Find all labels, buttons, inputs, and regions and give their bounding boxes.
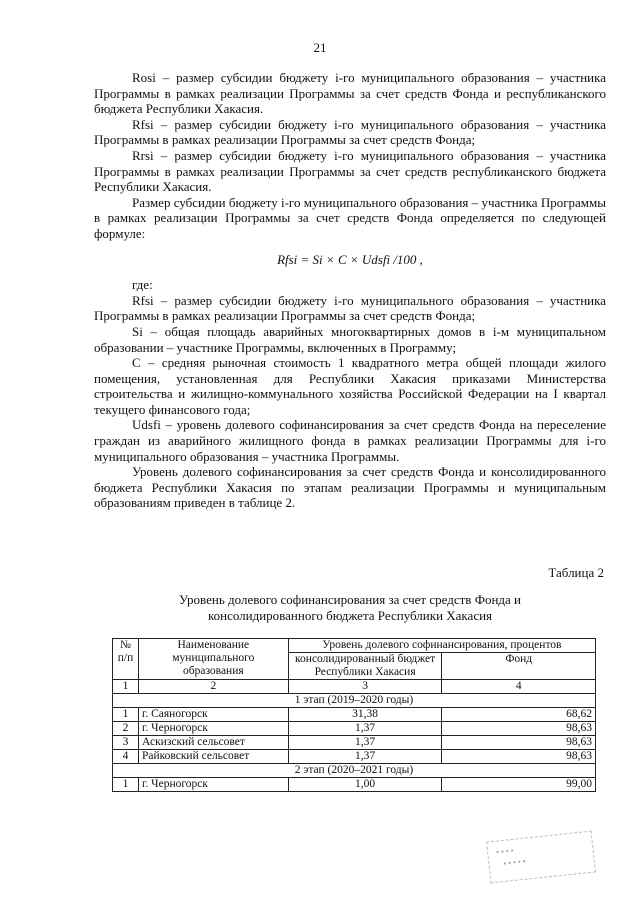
paragraph: Rfsi – размер субсидии бюджету i-го муниципального образования – участника Программы в рамках реализации Программы за счет средств Фонда; xyxy=(94,116,606,148)
index-cell: 2 xyxy=(138,680,288,694)
header-level: Уровень долевого софинансирования, процентов xyxy=(288,639,595,653)
paragraph: С – средняя рыночная стоимость 1 квадратного метра общей площади жилого помещения, установленная для Республики Хакасия приказами Министерства строительства и жилищно-коммунального хозяйства Российской Федерации на I квартал текущего финансового года; xyxy=(94,355,606,417)
header-row xyxy=(113,639,596,653)
stage-label: 1 этап (2019–2020 годы) xyxy=(113,694,596,708)
row-num: 1 xyxy=(113,708,139,722)
stamp-mark: ▪ ▪ ▪ ▪ ▪ ▪ ▪ ▪ ▪ xyxy=(486,831,596,884)
row-fund: 99,00 xyxy=(442,778,596,792)
stage-row xyxy=(113,764,596,778)
table-row xyxy=(113,708,596,722)
row-num: 1 xyxy=(113,778,139,792)
formula: Rfsi = Si × C × Udsfi /100 , xyxy=(277,251,423,267)
paragraph: Rоsi – размер субсидии бюджету i-го муниципального образования – участника Программы в рамках реализации Программы за счет средств Фонда и республиканского бюджета Республики Хакасия. xyxy=(94,70,606,117)
cofinancing-table xyxy=(112,638,596,792)
row-fund: 98,63 xyxy=(442,722,596,736)
row-budget: 31,38 xyxy=(288,708,442,722)
row-name: г. Черногорск xyxy=(138,778,288,792)
row-name: г. Черногорск xyxy=(138,722,288,736)
row-name: г. Саяногорск xyxy=(138,708,288,722)
header-budget: консолидированный бюджет Республики Хакасия xyxy=(288,653,442,680)
index-cell: 3 xyxy=(288,680,442,694)
table-row xyxy=(113,722,596,736)
row-num: 3 xyxy=(113,736,139,750)
row-num: 2 xyxy=(113,722,139,736)
row-budget: 1,00 xyxy=(288,778,442,792)
paragraph: Udsfi – уровень долевого софинансирования за счет средств Фонда на переселение граждан из аварийного жилищного фонда в рамках реализации Программы для i-го муниципального образования – участника Программы. xyxy=(94,417,606,464)
header-fund: Фонд xyxy=(442,653,596,680)
table-caption: Таблица 2 xyxy=(548,565,604,580)
page-number: 21 xyxy=(313,40,327,55)
index-cell: 4 xyxy=(442,680,596,694)
paragraph: Si – общая площадь аварийных многоквартирных домов в i-м муниципальном образовании – участнике Программы, включенных в Программу; xyxy=(94,323,606,355)
table-title-line: консолидированного бюджета Республики Хакасия xyxy=(207,608,493,623)
paragraph: Rrsi – размер субсидии бюджету i-го муниципального образования – участника Программы в рамках реализации Программы за счет средств республиканского бюджета Республики Хакасия. xyxy=(94,147,606,195)
table-title-line: Уровень долевого софинансирования за счет средств Фонда и xyxy=(178,592,522,607)
row-budget: 1,37 xyxy=(288,722,442,736)
stage-label: 2 этап (2020–2021 годы) xyxy=(113,764,596,778)
index-cell: 1 xyxy=(113,680,139,694)
row-fund: 98,63 xyxy=(442,750,596,764)
header-num: № п/п xyxy=(113,639,139,680)
row-name: Аскизский сельсовет xyxy=(138,736,288,750)
row-name: Райковский сельсовет xyxy=(138,750,288,764)
table-title xyxy=(94,592,606,624)
row-fund: 98,63 xyxy=(442,736,596,750)
table-row xyxy=(113,778,596,792)
row-fund: 68,62 xyxy=(442,708,596,722)
row-budget: 1,37 xyxy=(288,750,442,764)
table-row xyxy=(113,736,596,750)
document-body xyxy=(94,70,606,511)
paragraph: Rfsi – размер субсидии бюджету i-го муниципального образования – участника Программы в рамках реализации Программы за счет средств Фонда; xyxy=(94,292,606,324)
stage-row xyxy=(113,694,596,708)
paragraph: где: xyxy=(132,277,153,293)
header-name: Наименование муниципального образования xyxy=(138,639,288,680)
paragraph: Размер субсидии бюджету i-го муниципального образования – участника Программы в рамках реализации Программы за счет средств Фонда определяется по следующей формуле: xyxy=(94,194,606,241)
index-row xyxy=(113,680,596,694)
paragraph: Уровень долевого софинансирования за счет средств Фонда и консолидированного бюджета Республики Хакасия по этапам реализации Программы и муниципальным образованиям приведен в таблице 2. xyxy=(94,464,606,511)
row-budget: 1,37 xyxy=(288,736,442,750)
table-row xyxy=(113,750,596,764)
row-num: 4 xyxy=(113,750,139,764)
